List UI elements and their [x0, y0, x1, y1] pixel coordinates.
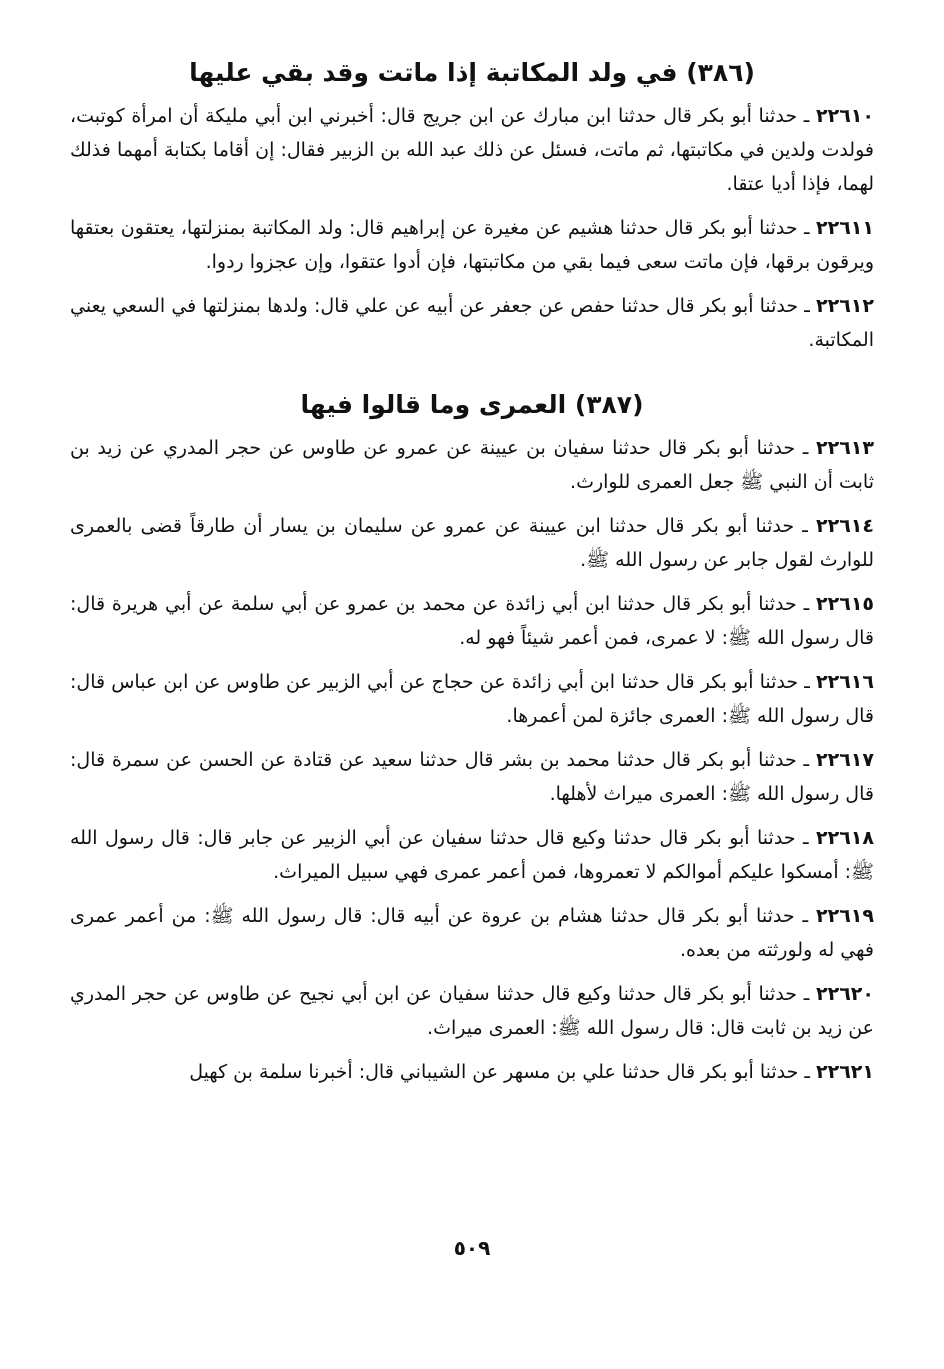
hadith-number: ٢٢٦١٨	[816, 827, 874, 849]
hadith-paragraph	[70, 977, 874, 1045]
hadith-paragraph	[70, 665, 874, 733]
hadith-text: ـ حدثنا أبو بكر قال حدثنا ابن مبارك عن ابن جريج قال: أخبرني ابن أبي مليكة أن امرأة كوتبت، فولدت ولدين في مكاتبتها، ثم ماتت، فسئل عن ذلك عبد الله بن الزبير فقال: إن أقاما بكتابة أمهما فذلك لهما، فإذا أديا عتقا.	[70, 105, 874, 195]
hadith-text: ـ حدثنا أبو بكر قال حدثنا محمد بن بشر قال حدثنا سعيد عن قتادة عن الحسن عن سمرة قال: قال رسول الله ﷺ: العمرى ميراث لأهلها.	[70, 749, 874, 805]
hadith-paragraph	[70, 509, 874, 577]
hadith-text: ـ حدثنا أبو بكر قال حدثنا حفص عن جعفر عن أبيه عن علي قال: ولدها بمنزلتها في السعي يعني المكاتبة.	[70, 295, 874, 351]
hadith-number: ٢٢٦١٧	[816, 749, 874, 771]
hadith-text: ـ حدثنا أبو بكر قال حدثنا وكيع قال حدثنا سفيان عن ابن أبي نجيح عن طاوس عن حجر المدري عن زيد بن ثابت قال: قال رسول الله ﷺ: العمرى ميراث.	[70, 983, 874, 1039]
hadith-paragraph	[70, 743, 874, 811]
hadith-text: ـ حدثنا أبو بكر قال حدثنا ابن أبي زائدة عن حجاج عن أبي الزبير عن طاوس عن ابن عباس قال: قال رسول الله ﷺ: العمرى جائزة لمن أعمرها.	[70, 671, 874, 727]
document-page	[70, 55, 874, 1099]
hadith-text: ـ حدثنا أبو بكر قال حدثنا ابن أبي زائدة عن محمد بن عمرو عن أبي سلمة عن أبي هريرة قال: قال رسول الله ﷺ: لا عمرى، فمن أعمر شيئاً فهو له.	[70, 593, 874, 649]
hadith-text: ـ حدثنا أبو بكر قال حدثنا ابن عيينة عن عمرو عن سليمان بن يسار أن طارقاً قضى بالعمرى للوارث لقول جابر عن رسول الله ﷺ.	[70, 515, 874, 571]
page-number: ٥٠٩	[453, 1236, 491, 1260]
hadith-number: ٢٢٦١١	[816, 217, 874, 239]
hadith-paragraph	[70, 99, 874, 201]
hadith-number: ٢٢٦١٢	[816, 295, 874, 317]
hadith-number: ٢٢٦٢١	[816, 1061, 874, 1083]
hadith-paragraph	[70, 431, 874, 499]
section-heading-387: (٣٨٧) العمرى وما قالوا فيها	[300, 390, 644, 419]
hadith-text: ـ حدثنا أبو بكر قال حدثنا وكيع قال حدثنا سفيان عن أبي الزبير عن جابر قال: قال رسول الله ﷺ: أمسكوا عليكم أموالكم لا تعمروها، فمن أعمر عمرى فهي سبيل الميراث.	[70, 827, 874, 883]
hadith-text: ـ حدثنا أبو بكر قال حدثنا علي بن مسهر عن الشيباني قال: أخبرنا سلمة بن كهيل	[189, 1061, 810, 1083]
hadith-number: ٢٢٦٢٠	[816, 983, 874, 1005]
hadith-paragraph	[70, 821, 874, 889]
hadith-number: ٢٢٦١٥	[816, 593, 875, 615]
hadith-number: ٢٢٦١٦	[816, 671, 874, 693]
hadith-number: ٢٢٦١٩	[816, 905, 874, 927]
hadith-number: ٢٢٦١٣	[816, 437, 874, 459]
hadith-number: ٢٢٦١٠	[816, 105, 874, 127]
hadith-paragraph	[70, 1055, 874, 1089]
hadith-text: ـ حدثنا أبو بكر قال حدثنا سفيان بن عيينة عن عمرو عن طاوس عن حجر المدري عن زيد بن ثابت أن النبي ﷺ جعل العمرى للوارث.	[70, 437, 874, 493]
section-heading-386: (٣٨٦) في ولد المكاتبة إذا ماتت وقد بقي عليها	[189, 58, 755, 87]
hadith-paragraph	[70, 899, 874, 967]
hadith-paragraph	[70, 289, 874, 357]
hadith-text: ـ حدثنا أبو بكر قال حدثنا هشام بن عروة عن أبيه قال: قال رسول الله ﷺ: من أعمر عمرى فهي له ولورثته من بعده.	[70, 905, 874, 961]
hadith-number: ٢٢٦١٤	[816, 515, 874, 537]
hadith-paragraph	[70, 587, 874, 655]
hadith-text: ـ حدثنا أبو بكر قال حدثنا هشيم عن مغيرة عن إبراهيم قال: ولد المكاتبة بمنزلتها، يعتقون بعتقها ويرقون برقها، فإن ماتت سعى فيما بقي من مكاتبتها، فإن أدوا عتقوا، وإن عجزوا ردوا.	[70, 217, 874, 273]
hadith-paragraph	[70, 211, 874, 279]
